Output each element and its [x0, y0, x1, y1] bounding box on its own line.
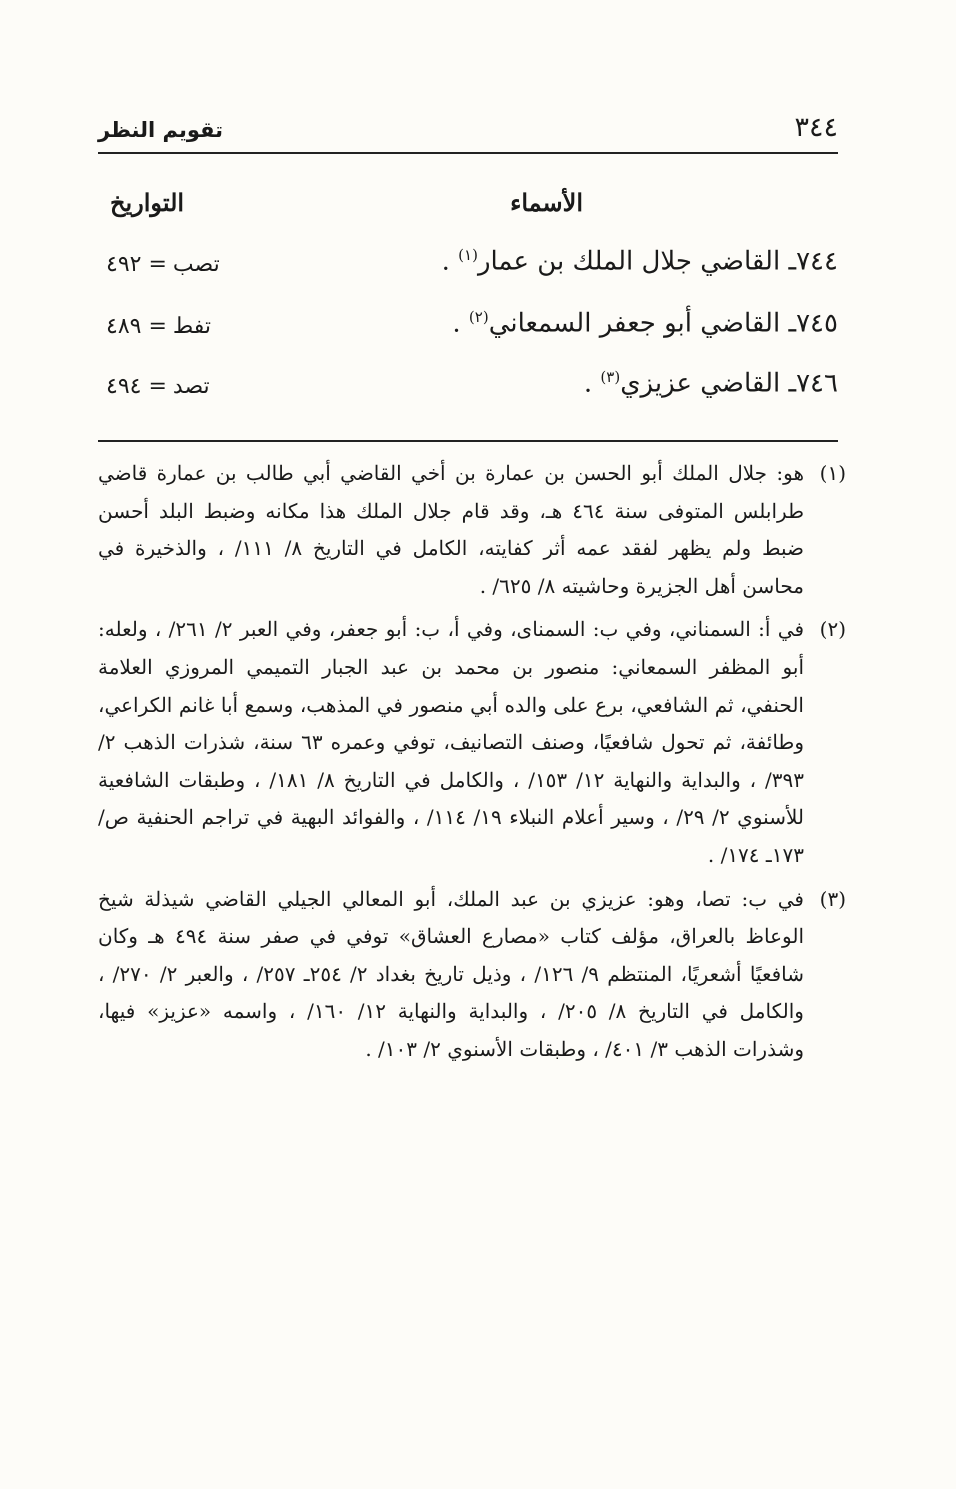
entry-date [106, 252, 220, 277]
column-heading-dates: التواريخ [110, 188, 185, 217]
header-rule [98, 152, 838, 154]
running-title: تقويم النظر [98, 118, 224, 142]
date-value: = ٤٩٤ [106, 374, 167, 399]
entry-name: ٧٤٤ـ القاضي جلال الملك بن عمار$^{(١)}$ . [441, 246, 838, 277]
column-heading-names: الأسماء [510, 188, 583, 217]
footnotes [98, 455, 846, 1075]
page-header [98, 112, 838, 152]
footnote-ref: (٣) [600, 368, 621, 386]
date-code: تفط [172, 314, 212, 339]
footnote-separator [98, 440, 838, 442]
table-row [98, 368, 838, 418]
footnote-number: (٢) [819, 617, 846, 642]
entry-name: ٧٤٦ـ القاضي عزيزي$^{(٣)}$ . [583, 368, 838, 399]
footnote-text: هو: جلال الملك أبو الحسن بن عمارة بن أخي القاضي أبي طالب بن عمارة قاضي طرابلس المتوفى سنة ٤٦٤ هـ، وقد قام جلال الملك هذا مكانه وضبط البلد أحسن ضبط ولم يظهر لفقد عمه أثر كفايته، الكامل في التاريخ ٨/ ١١١/ ، والذخيرة في محاسن أهل الجزيرة وحاشيته ٨/ ٦٢٥/ . [98, 461, 805, 598]
entry-name: ٧٤٥ـ القاضي أبو جعفر السمعاني$^{(٢)}$ . [452, 308, 838, 339]
table-row [98, 308, 838, 358]
footnote-text: في أ: السمناني، وفي ب: السمناى، وفي أ، ب: أبو جعفر، وفي العبر ٢/ ٢٦١/ ، ولعله: أبو المظفر السمعاني: منصور بن محمد بن عبد الجبار التميمي المروزي العلامة الحنفي، ثم الشافعي، برع على والده أبي منصور في المذهب، وسمع أبا غانم الكراعي، وطائفة، ثم تحول شافعيًا، وصنف التصانيف، توفي وعمره ٦٣ سنة، شذرات الذهب ٢/ ٣٩٣/ ، والبداية والنهاية ١٢/ ١٥٣/ ، والكامل في التاريخ ٨/ ١٨١/ ، وطبقات الشافعية للأسنوي ٢/ ٢٩/ ، وسير أعلام النبلاء ١٩/ ١١٤/ ، والفوائد البهية في تراجم الحنفية ص/ ١٧٣ـ ١٧٤/ . [98, 617, 804, 867]
entry-date [106, 374, 210, 399]
footnote-text: في ب: تصا، وهو: عزيزي بن عبد الملك، أبو المعالي الجيلي القاضي شيذلة شيخ الوعاظ بالعراق، مؤلف كتاب «مصارع العشاق» توفي في صفر سنة ٤٩٤ هـ وكان شافعيًا أشعريًا، المنتظم ٩/ ١٢٦/ ، وذيل تاريخ بغداد ٢/ ٢٥٤ـ ٢٥٧/ ، والعبر ٢/ ٢٧٠/ ، والكامل في التاريخ ٨/ ٢٠٥/ ، والبداية والنهاية ١٢/ ١٦٠/ ، واسمه «عزيز» فيها، وشذرات الذهب ٣/ ٤٠١/ ، وطبقات الأسنوي ٢/ ١٠٣/ . [98, 886, 805, 1061]
table-row [98, 246, 838, 296]
footnote [98, 455, 846, 605]
footnote-number: (١) [819, 461, 846, 485]
date-code: تصد [172, 374, 210, 399]
page-number: ٣٤٤ [794, 112, 838, 143]
entry-date [106, 314, 211, 339]
date-value: = ٤٨٩ [106, 314, 167, 339]
date-code: تصب [172, 252, 220, 277]
footnote-ref: (١) [458, 246, 478, 264]
date-value: = ٤٩٢ [106, 252, 167, 277]
footnote-number: (٣) [819, 886, 846, 911]
footnote-ref: (٢) [468, 308, 489, 326]
footnote [98, 881, 846, 1069]
footnote [98, 611, 846, 874]
